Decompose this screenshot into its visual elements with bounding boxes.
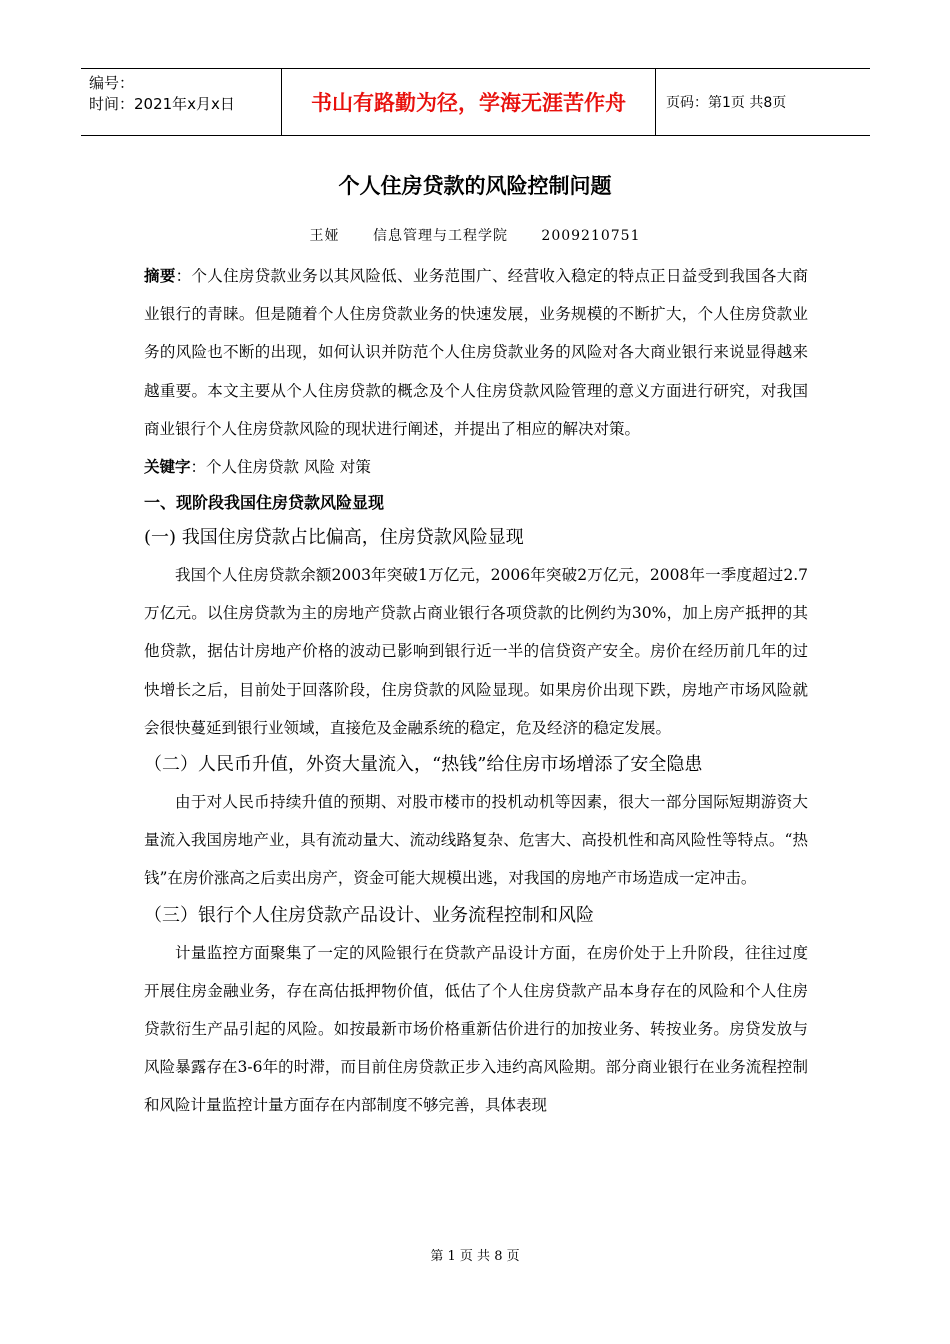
document-body (144, 257, 808, 1125)
section-heading: 一、现阶段我国住房贷款风险显现 (144, 493, 385, 513)
paragraph-1: 我国个人住房贷款余额2003年突破1万亿元，2006年突破2万亿元，2008年一季度超过2.7万亿元。以住房贷款为主的房地产贷款占商业银行各项贷款的比例约为30%，加上房产抵押的其他贷款，据估计房地产价格的波动已影响到银行近一半的信贷资产安全。房价在经历前几年的过快增长之后，目前处于回落阶段，住房贷款的风险显现。如果房价出现下跌，房地产市场风险就会很快蔓延到银行业领域，直接危及金融系统的稳定，危及经济的稳定发展。 (144, 566, 808, 737)
author-id: 2009210751 (541, 228, 641, 244)
paragraph-3: 计量监控方面聚集了一定的风险银行在贷款产品设计方面，在房价处于上升阶段，往往过度开展住房金融业务，存在高估抵押物价值，低估了个人住房贷款产品本身存在的风险和个人住房贷款衍生产品引起的风险。如按最新市场价格重新估价进行的加按业务、转按业务。房贷发放与风险暴露存在3-6年的时滞，而目前住房贷款正步入违约高风险期。部分商业银行在业务流程控制和风险计量监控计量方面存在内部制度不够完善，具体表现 (144, 943, 808, 1115)
subsection-heading-1: (一) 我国住房贷款占比偏高，住房贷款风险显现 (144, 527, 524, 549)
keywords-label: 关键字 (144, 458, 191, 477)
subsection-heading-3: （三）银行个人住房贷款产品设计、业务流程控制和风险 (144, 904, 594, 926)
header-table (81, 68, 870, 136)
author-school: 信息管理与工程学院 (372, 228, 508, 244)
header-meta (81, 69, 281, 135)
keywords (144, 448, 808, 486)
abstract (144, 257, 808, 448)
author-line (0, 225, 950, 245)
author-name: 王娅 (309, 228, 340, 244)
abstract-text: ：个人住房贷款业务以其风险低、业务范围广、经营收入稳定的特点正日益受到我国各大商业银行的青睐。但是随着个人住房贷款业务的快速发展，业务规模的不断扩大，个人住房贷款业务的风险也不断的出现，如何认识并防范个人住房贷款业务的风险对各大商业银行来说显得越来越重要。本文主要从个人住房贷款的概念及个人住房贷款风险管理的意义方面进行研究，对我国商业银行个人住房贷款风险的现状进行阐述，并提出了相应的解决对策。 (144, 267, 808, 438)
subsection-heading-2: （二）人民币升值，外资大量流入，“热钱”给住房市场增添了安全隐患 (144, 754, 703, 776)
time-label: 时间：2021年x月x日 (89, 95, 235, 113)
paragraph-2: 由于对人民币持续升值的预期、对股市楼市的投机动机等因素，很大一部分国际短期游资大量流入我国房地产业，具有流动量大、流动线路复杂、危害大、高投机性和高风险性等特点。“热钱”在房价涨高之后卖出房产，资金可能大规模出逃，对我国的房地产市场造成一定冲击。 (144, 793, 808, 888)
number-label: 编号： (89, 74, 135, 92)
page-info: 页码：第1页 共8页 (666, 95, 787, 111)
page-footer: 第 1 页 共 8 页 (430, 1249, 520, 1264)
motto: 书山有路勤为径，学海无涯苦作舟 (281, 69, 656, 135)
document-title: 个人住房贷款的风险控制问题 (338, 174, 612, 198)
abstract-label: 摘要 (144, 267, 176, 285)
keywords-text: ：个人住房贷款 风险 对策 (190, 458, 371, 477)
